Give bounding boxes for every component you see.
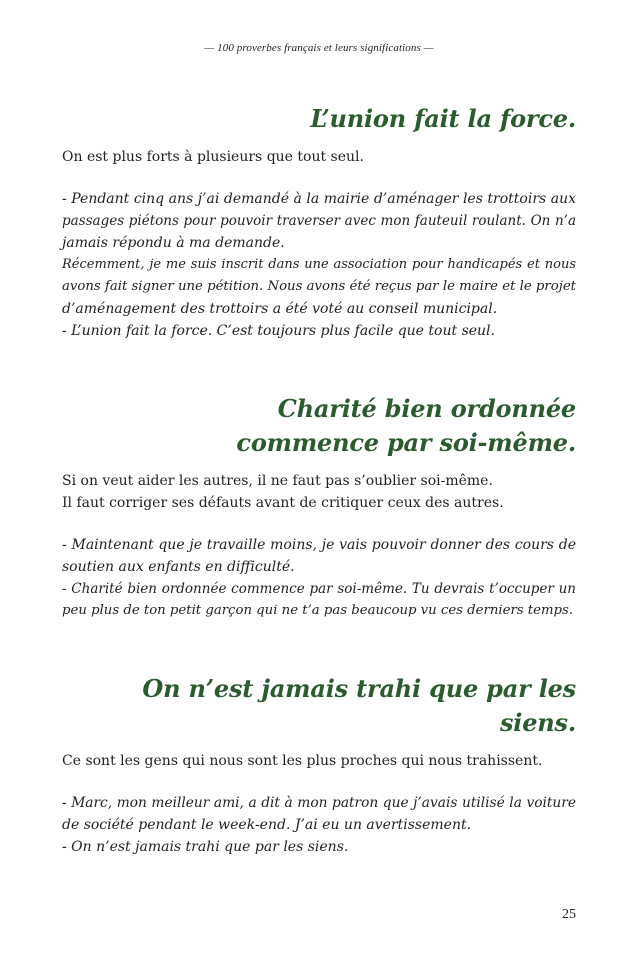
proverb-example <box>62 534 576 622</box>
running-header: — 100 proverbes français et leurs significations — <box>204 42 434 54</box>
meaning-line: On est plus forts à plusieurs que tout seul. <box>62 149 364 165</box>
meaning-line: Si on veut aider les autres, il ne faut pas s’oublier soi-même. <box>62 473 493 489</box>
proverb-title <box>62 102 576 136</box>
example-line: peu plus de ton petit garçon qui ne t’a pas beaucoup vu ces derniers temps. <box>62 603 574 618</box>
proverb-title-line: commence par soi-même. <box>236 428 576 457</box>
proverb-example <box>62 792 576 858</box>
proverb-section-3 <box>62 672 576 858</box>
meaning-line: Ce sont les gens qui nous sont les plus proches qui nous trahissent. <box>62 753 543 769</box>
proverb-section-1 <box>62 102 576 342</box>
proverb-meaning <box>62 750 576 772</box>
example-line: avons fait signer une pétition. Nous avons été reçus par le maire et le projet <box>62 279 576 294</box>
proverb-title-line: Charité bien ordonnée <box>277 394 576 423</box>
example-line: Récemment, je me suis inscrit dans une association pour handicapés et nous <box>62 257 576 272</box>
example-line: - Charité bien ordonnée commence par soi-même. Tu devrais t’occuper un <box>62 581 576 597</box>
proverb-meaning <box>62 146 576 168</box>
example-line: - L’union fait la force. C’est toujours plus facile que tout seul. <box>62 323 495 339</box>
proverb-section-2 <box>62 392 576 622</box>
example-line: - Marc, mon meilleur ami, a dit à mon patron que j’avais utilisé la voiture <box>62 795 576 811</box>
meaning-line: Il faut corriger ses défauts avant de critiquer ceux des autres. <box>62 495 504 511</box>
example-line: d’aménagement des trottoirs a été voté au conseil municipal. <box>62 301 498 317</box>
proverb-title-line: On n’est jamais trahi que par les siens. <box>142 674 576 737</box>
page-number: 25 <box>562 907 576 922</box>
proverb-meaning <box>62 470 576 514</box>
example-line: de société pendant le week-end. J’ai eu un avertissement. <box>62 817 472 833</box>
example-line: - On n’est jamais trahi que par les siens. <box>62 839 349 855</box>
proverb-example <box>62 188 576 342</box>
proverb-title-line: L’union fait la force. <box>310 104 576 133</box>
example-line: soutien aux enfants en difficulté. <box>62 559 295 575</box>
example-line: - Maintenant que je travaille moins, je vais pouvoir donner des cours de <box>62 537 576 553</box>
example-line: - Pendant cinq ans j’ai demandé à la mairie d’aménager les trottoirs aux <box>62 191 576 207</box>
proverb-title <box>62 392 576 460</box>
example-line: passages piétons pour pouvoir traverser avec mon fauteuil roulant. On n’a <box>62 213 576 229</box>
example-line: jamais répondu à ma demande. <box>62 235 285 251</box>
proverb-title <box>62 672 576 740</box>
